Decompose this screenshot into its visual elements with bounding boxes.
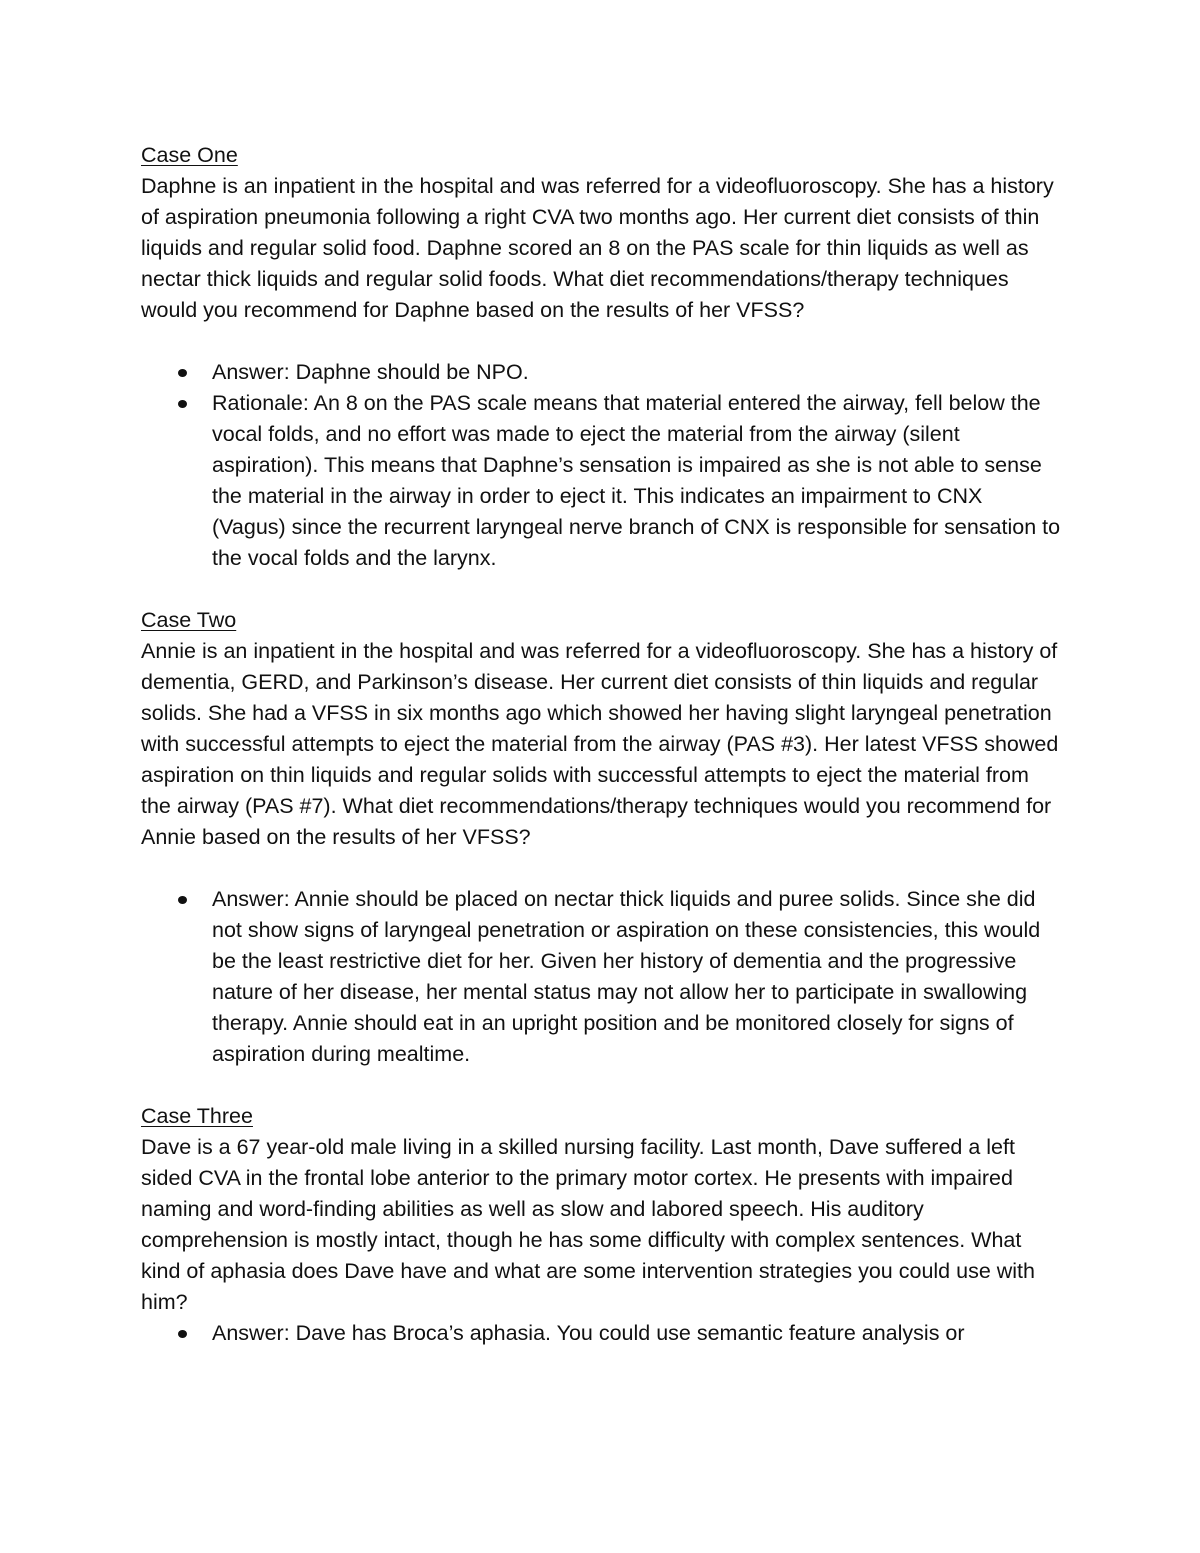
case-two-description: Annie is an inpatient in the hospital and was referred for a videofluoroscopy. She has a history of dementia, GERD, and Parkinson’s disease. Her current diet consists of thin liquids and regular solids. She had a VFSS in six months ago which showed her having slight laryngeal penetration with successful attempts to eject the material from the airway (PAS #3). Her latest VFSS showed aspiration on thin liquids and regular solids with successful attempts to eject the material from the airway (PAS #7). What diet recommendations/therapy techniques would you recommend for Annie based on the results of her VFSS? — [141, 639, 1059, 849]
bullet-icon — [178, 400, 187, 408]
list-item — [212, 884, 1061, 1070]
case-three-answer: Answer: Dave has Broca’s aphasia. You could use semantic feature analysis or — [212, 1321, 965, 1345]
case-one-rationale: Rationale: An 8 on the PAS scale means that material entered the airway, fell below the vocal folds, and no effort was made to eject the material from the airway (silent aspiration). This means that Daphne’s sensation is impaired as she is not able to sense the material in the airway in order to eject it. This indicates an impairment to CNX (Vagus) since the recurrent laryngeal nerve branch of CNX is responsible for sensation to the vocal folds and the larynx. — [212, 391, 1061, 570]
case-three-heading: Case Three — [141, 1104, 253, 1128]
case-two-answer-list — [141, 884, 1061, 1070]
list-item — [212, 1318, 1061, 1349]
case-one-answer-list — [141, 357, 1061, 574]
case-one-section — [141, 140, 1061, 605]
bullet-icon — [178, 369, 187, 377]
case-one-description: Daphne is an inpatient in the hospital and was referred for a videofluoroscopy. She has a history of aspiration pneumonia following a right CVA two months ago. Her current diet consists of thin liquids and regular solid food. Daphne scored an 8 on the PAS scale for thin liquids as well as nectar thick liquids and regular solid foods. What diet recommendations/therapy techniques would you recommend for Daphne based on the results of her VFSS? — [141, 174, 1054, 322]
case-three-description: Dave is a 67 year-old male living in a skilled nursing facility. Last month, Dave suffered a left sided CVA in the frontal lobe anterior to the primary motor cortex. He presents with impaired naming and word-finding abilities as well as slow and labored speech. His auditory comprehension is mostly intact, though he has some difficulty with complex sentences. What kind of aphasia does Dave have and what are some intervention strategies you could use with him? — [141, 1135, 1035, 1314]
case-one-answer: Answer: Daphne should be NPO. — [212, 360, 529, 384]
case-three-section — [141, 1101, 1061, 1349]
list-item — [212, 388, 1061, 574]
document-page — [141, 140, 1061, 1349]
case-two-section — [141, 605, 1061, 1101]
case-one-heading: Case One — [141, 143, 238, 167]
list-item — [212, 357, 1061, 388]
case-three-answer-list — [141, 1318, 1061, 1349]
case-two-answer: Answer: Annie should be placed on nectar thick liquids and puree solids. Since she did not show signs of laryngeal penetration or aspiration on these consistencies, this would be the least restrictive diet for her. Given her history of dementia and the progressive nature of her disease, her mental status may not allow her to participate in swallowing therapy. Annie should eat in an upright position and be monitored closely for signs of aspiration during mealtime. — [212, 887, 1041, 1066]
case-two-heading: Case Two — [141, 608, 237, 632]
bullet-icon — [178, 896, 187, 904]
bullet-icon — [178, 1330, 187, 1338]
